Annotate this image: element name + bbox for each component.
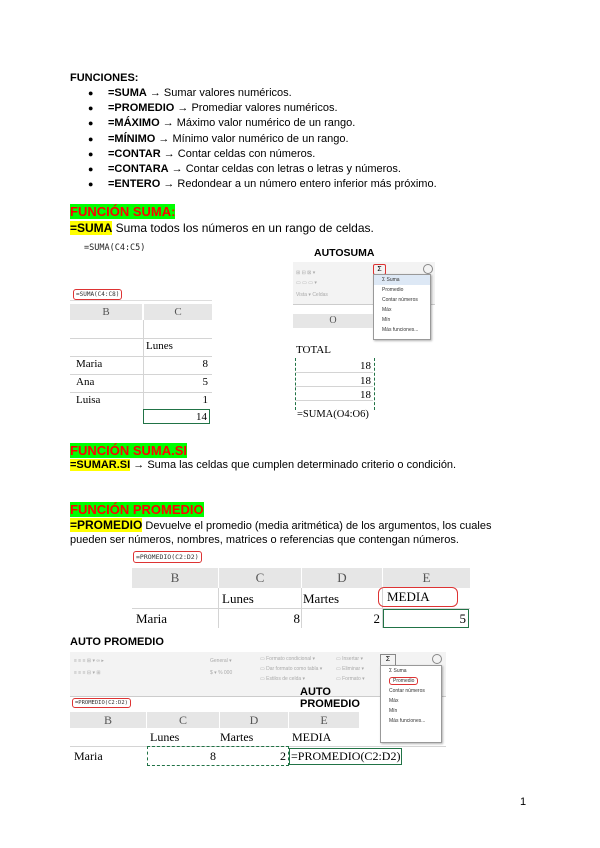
auto-promedio-title: AUTO PROMEDIO bbox=[70, 636, 164, 648]
row-name: Maria bbox=[74, 749, 103, 763]
list-item: ● =CONTAR → Contar celdas con números. bbox=[88, 147, 437, 162]
list-item: ● =MÍNIMO → Mínimo valor numérico de un rango. bbox=[88, 132, 437, 147]
sumasi-section-title: FUNCIÓN SUMA.SI bbox=[70, 443, 187, 458]
column-header-b: B bbox=[70, 304, 142, 320]
sigma-icon: Σ bbox=[382, 277, 387, 283]
menu-item-max[interactable]: Máx bbox=[382, 307, 392, 313]
menu-item-mas[interactable]: Más funciones... bbox=[389, 718, 426, 724]
media-value-cell: 5 bbox=[383, 609, 469, 628]
search-icon[interactable] bbox=[423, 264, 433, 274]
search-icon[interactable] bbox=[432, 654, 442, 664]
sumasi-description: =SUMAR.SI → Suma las celdas que cumplen determinado criterio o condición. bbox=[70, 459, 457, 471]
menu-item-promedio[interactable]: Promedio bbox=[382, 287, 404, 293]
autosuma-screenshot: ⊞ ⊟ ⊠ ▾ ▭ ▭ ▭ ▾ Vista ▾ Celdas Σ Σ Suma Promedio Contar números Máx Mín Más funciones... O TOTAL 18 18 18 =SUMA(O4:O6) bbox=[293, 262, 435, 426]
row-value: 5 bbox=[202, 376, 208, 388]
menu-item-min[interactable]: Mín bbox=[389, 708, 398, 714]
row-value: 8 bbox=[202, 358, 208, 370]
menu-item-mas[interactable]: Más funciones... bbox=[382, 327, 419, 333]
column-header-b: B bbox=[132, 568, 218, 588]
column-header-e: E bbox=[289, 712, 359, 728]
column-header-d: D bbox=[220, 712, 288, 728]
auto-value: 18 bbox=[360, 375, 371, 387]
column-header-o: O bbox=[293, 314, 373, 328]
header-cell: MEDIA bbox=[292, 730, 332, 744]
autosuma-label: AUTOSUMA bbox=[314, 247, 375, 259]
page-number: 1 bbox=[520, 796, 527, 808]
list-item: ● =PROMEDIO → Promediar valores numéricos. bbox=[88, 101, 437, 116]
auto-formula-cell: =PROMEDIO(C2:D2) bbox=[291, 749, 401, 763]
sigma-icon: Σ bbox=[389, 668, 394, 674]
row-name: Ana bbox=[76, 376, 95, 388]
column-header-c: C bbox=[219, 568, 301, 588]
menu-item-contar[interactable]: Contar números bbox=[389, 688, 425, 694]
suma-section-title: FUNCIÓN SUMA: bbox=[70, 204, 176, 219]
column-header-c: C bbox=[144, 304, 212, 320]
total-label: TOTAL bbox=[296, 344, 331, 356]
header-cell: Lunes bbox=[146, 340, 173, 352]
auto-value: 18 bbox=[360, 360, 371, 372]
row-value: 8 bbox=[210, 749, 216, 763]
media-header-cell: MEDIA bbox=[378, 587, 458, 607]
row-name: Luisa bbox=[76, 394, 101, 406]
header-cell: Lunes bbox=[150, 730, 180, 744]
promedio-spreadsheet bbox=[132, 550, 470, 630]
row-value: 1 bbox=[202, 394, 208, 406]
row-value: 8 bbox=[293, 611, 300, 626]
sigma-icon: Σ bbox=[385, 656, 391, 663]
menu-item-suma[interactable]: Σ Suma bbox=[389, 668, 407, 674]
list-item: ● =SUMA → Sumar valores numéricos. bbox=[88, 86, 437, 101]
row-name: Maria bbox=[76, 358, 103, 370]
total-cell: 14 bbox=[143, 409, 210, 424]
promedio-description-2: pueden ser números, nombres, matrices o referencias que contengan números. bbox=[70, 534, 459, 546]
row-name: Maria bbox=[136, 611, 168, 626]
suma-formula-text: =SUMA(C4:C5) bbox=[84, 243, 146, 253]
funciones-title: FUNCIONES: bbox=[70, 72, 139, 84]
menu-item-max[interactable]: Máx bbox=[389, 698, 399, 704]
header-cell: Lunes bbox=[222, 591, 254, 606]
row-value: 2 bbox=[373, 611, 380, 626]
promedio-section-title: FUNCIÓN PROMEDIO bbox=[70, 502, 204, 517]
auto-formula-cell: =SUMA(O4:O6) bbox=[297, 409, 369, 420]
auto-value: 18 bbox=[360, 389, 371, 401]
column-header-d: D bbox=[302, 568, 382, 588]
menu-item-contar[interactable]: Contar números bbox=[382, 297, 418, 303]
suma-description: =SUMA Suma todos los números en un rango de celdas. bbox=[70, 221, 374, 235]
menu-item-suma[interactable]: Σ Suma bbox=[374, 275, 430, 285]
list-item: ● =CONTARA → Contar celdas con letras o letras y números. bbox=[88, 162, 437, 177]
column-header-e: E bbox=[383, 568, 470, 588]
column-header-c: C bbox=[147, 712, 219, 728]
promedio-description: =PROMEDIO Devuelve el promedio (media aritmética) de los argumentos, los cuales bbox=[70, 518, 492, 532]
list-item: ● =ENTERO → Redondear a un número entero inferior más próximo. bbox=[88, 177, 437, 192]
funciones-list bbox=[88, 86, 437, 192]
auto-formula-box: =PROMEDIO(C2:D2) bbox=[72, 698, 131, 708]
suma-formula-box: =SUMA(C4:C8) bbox=[73, 289, 122, 300]
autosum-dropdown-menu bbox=[373, 274, 431, 340]
header-cell: Martes bbox=[303, 591, 340, 606]
auto-promedio-overlay-label: AUTO PROMEDIO bbox=[300, 686, 360, 710]
menu-item-min[interactable]: Mín bbox=[382, 317, 391, 323]
suma-spreadsheet bbox=[70, 286, 212, 426]
sigma-icon: Σ bbox=[377, 266, 382, 273]
auto-promedio-screenshot: ≡ ≡ ≡ ⊞ ▾ ∞ ▸ ≡ ≡ ≡ ⊟ ▾ ⊞ General ▾ $ ▾ % 000 ▭ Formato condicional ▾ ▭ Dar formato como tabla ▾ ▭ Estilos de celda ▾ ▭ Insertar ▾ ▭ Eliminar ▾ ▭ Formato ▾ Σ Σ Suma Promedio Contar números Máx Mín Más funciones... =PROMEDIO(C2:D2) AUTO PROMEDIO B C D E Lunes Martes MEDIA Maria 8 2 =PROMEDIO(C2:D2) bbox=[70, 652, 446, 770]
list-item: ● =MÁXIMO → Máximo valor numérico de un rango. bbox=[88, 116, 437, 131]
menu-item-promedio[interactable]: Promedio bbox=[381, 676, 441, 686]
column-header-b: B bbox=[70, 712, 146, 728]
row-value: 2 bbox=[280, 749, 286, 763]
promedio-formula-box: =PROMEDIO(C2:D2) bbox=[133, 551, 202, 563]
header-cell: Martes bbox=[220, 730, 254, 744]
autosum-dropdown-menu bbox=[380, 665, 442, 743]
